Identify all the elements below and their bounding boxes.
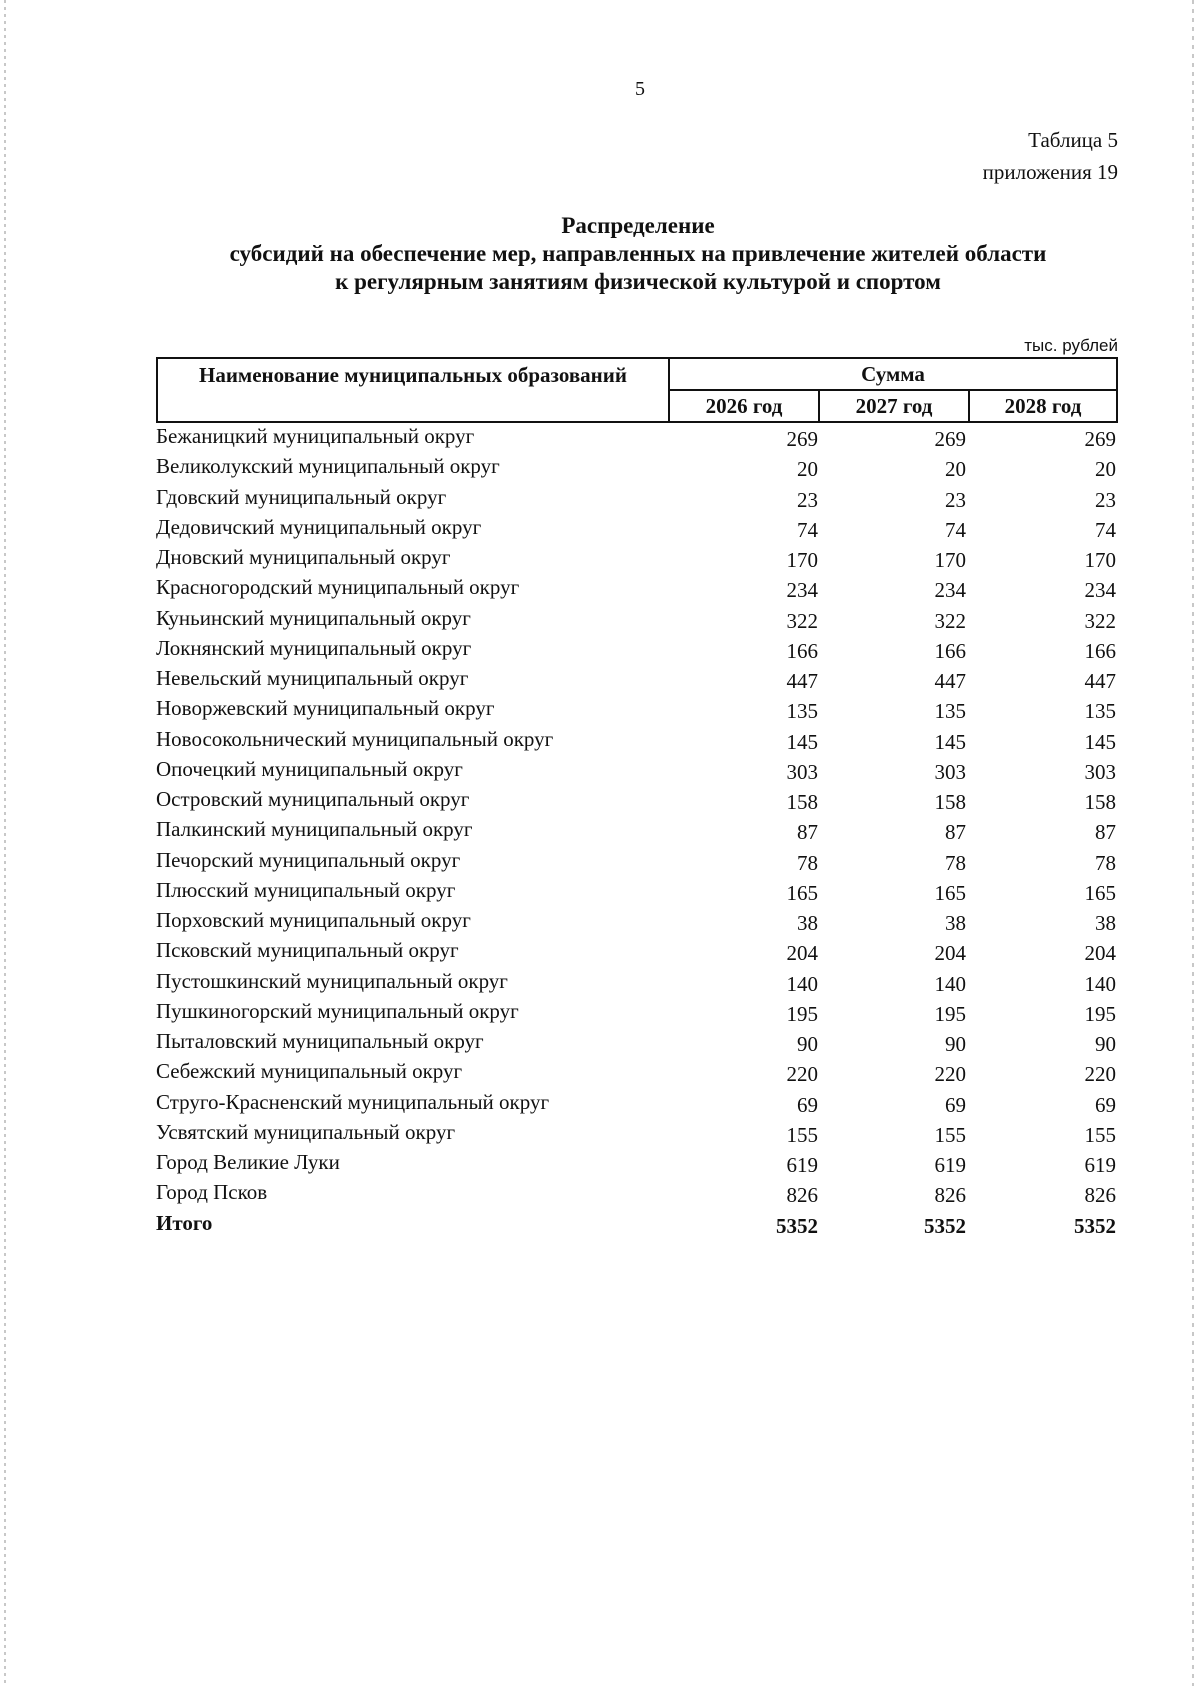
table-row (156, 1087, 1116, 1117)
total-row (156, 1208, 1116, 1238)
value-2028: 195 (1084, 1001, 1116, 1026)
table-row (156, 724, 1116, 754)
value-2028: 322 (1084, 608, 1116, 633)
value-2028: 38 (1095, 911, 1116, 935)
municipality-name: Себежский муниципальный округ (156, 1059, 463, 1084)
value-2026: 158 (786, 790, 818, 814)
value-2027: 20 (945, 457, 966, 482)
municipality-name: Локнянский муниципальный округ (156, 635, 472, 660)
value-2027: 303 (934, 759, 966, 784)
municipality-name: Струго-Красненский муниципальный округ (156, 1089, 550, 1114)
municipality-name: Красногородский муниципальный округ (156, 575, 520, 600)
value-2027: 23 (945, 487, 966, 512)
value-2028: 447 (1084, 669, 1116, 693)
municipality-name: Куньинский муниципальный округ (156, 605, 471, 630)
value-2026: 322 (786, 608, 818, 633)
municipality-name: Усвятский муниципальный округ (156, 1119, 456, 1144)
table-row (156, 421, 1116, 451)
municipality-name: Пушкиногорский муниципальный округ (156, 998, 519, 1023)
municipality-name: Гдовский муниципальный округ (156, 484, 447, 509)
value-2028: 155 (1084, 1122, 1116, 1147)
value-2026: 220 (786, 1062, 818, 1087)
value-2026: 155 (786, 1122, 818, 1147)
table-row (156, 663, 1116, 693)
total-2028: 5352 (1074, 1213, 1116, 1238)
table-reference-line-1: Таблица 5 (1028, 128, 1118, 152)
value-2028: 69 (1095, 1092, 1116, 1117)
value-2027: 135 (934, 699, 966, 724)
value-2026: 204 (786, 941, 818, 966)
value-2026: 165 (786, 880, 818, 905)
value-2027: 69 (945, 1092, 966, 1117)
municipality-name: Псковский муниципальный округ (156, 938, 459, 963)
value-2028: 135 (1084, 699, 1116, 724)
municipality-name: Палкинский муниципальный округ (156, 817, 473, 842)
municipality-name: Город Псков (156, 1180, 268, 1205)
table-reference (983, 124, 1118, 188)
table-row (156, 693, 1116, 723)
value-2028: 74 (1095, 517, 1116, 542)
value-2026: 135 (786, 699, 818, 724)
value-2027: 158 (934, 790, 966, 814)
value-2027: 90 (945, 1032, 966, 1056)
value-2027: 447 (934, 669, 966, 693)
municipality-name: Пустошкинский муниципальный округ (156, 968, 508, 993)
value-2027: 140 (934, 971, 966, 996)
value-2026: 303 (786, 759, 818, 784)
unit-note: тыс. рублей (1024, 336, 1118, 355)
value-2027: 220 (934, 1062, 966, 1087)
municipality-name: Плюсский муниципальный округ (156, 877, 456, 902)
value-2028: 23 (1095, 487, 1116, 512)
title-line-2: субсидий на обеспечение мер, направленных на привлечение жителей области (229, 241, 1047, 266)
table-row (156, 875, 1116, 905)
municipality-name: Новоржевский муниципальный округ (156, 696, 495, 721)
value-2028: 303 (1084, 759, 1116, 784)
table-row (156, 754, 1116, 784)
header-year-2027: 2027 год (819, 390, 969, 422)
municipality-name: Бежаницкий муниципальный округ (156, 424, 475, 448)
value-2027: 170 (934, 548, 966, 572)
table-row (156, 451, 1116, 481)
value-2027: 166 (934, 638, 966, 663)
value-2028: 234 (1084, 578, 1116, 603)
value-2027: 155 (934, 1122, 966, 1147)
value-2027: 74 (945, 517, 966, 542)
table-reference-line-2: приложения 19 (982, 160, 1118, 184)
table-row (156, 1026, 1116, 1056)
total-2026: 5352 (776, 1213, 818, 1238)
value-2026: 69 (797, 1092, 818, 1117)
table-row (156, 1117, 1116, 1147)
value-2027: 826 (934, 1183, 966, 1208)
value-2026: 87 (797, 820, 818, 845)
value-2028: 204 (1084, 941, 1116, 966)
municipality-name: Город Великие Луки (156, 1150, 340, 1174)
value-2026: 447 (786, 669, 818, 693)
table-header (156, 357, 1118, 423)
value-2026: 269 (786, 427, 818, 451)
page-number: 5 (635, 78, 645, 100)
document-title (0, 212, 1200, 296)
value-2027: 195 (934, 1001, 966, 1026)
table-row (156, 1147, 1116, 1177)
value-2026: 78 (797, 850, 818, 875)
table-row (156, 935, 1116, 965)
title-line-1: Распределение (561, 213, 715, 238)
municipality-name: Великолукский муниципальный округ (156, 454, 500, 479)
value-2028: 166 (1084, 638, 1116, 663)
value-2028: 619 (1084, 1153, 1116, 1177)
value-2026: 23 (797, 487, 818, 512)
title-line-3: к регулярным занятиям физической культурой и спортом (335, 269, 941, 294)
value-2028: 145 (1084, 729, 1116, 754)
table-row (156, 542, 1116, 572)
value-2026: 140 (786, 971, 818, 996)
table-row (156, 633, 1116, 663)
municipality-name: Порховский муниципальный округ (156, 908, 471, 932)
municipality-name: Дновский муниципальный округ (156, 545, 451, 569)
value-2027: 38 (945, 911, 966, 935)
value-2026: 234 (786, 578, 818, 603)
table-row (156, 905, 1116, 935)
value-2028: 158 (1084, 790, 1116, 814)
table-row (156, 784, 1116, 814)
value-2027: 78 (945, 850, 966, 875)
header-sum-column: Сумма (669, 358, 1117, 390)
value-2028: 78 (1095, 850, 1116, 875)
table-row (156, 482, 1116, 512)
value-2028: 165 (1084, 880, 1116, 905)
municipality-name: Печорский муниципальный округ (156, 847, 461, 872)
value-2028: 826 (1084, 1183, 1116, 1208)
table-body (156, 421, 1116, 1238)
value-2028: 87 (1095, 820, 1116, 845)
value-2026: 145 (786, 729, 818, 754)
value-2027: 619 (934, 1153, 966, 1177)
municipality-name: Опочецкий муниципальный округ (156, 756, 463, 781)
value-2027: 204 (934, 941, 966, 966)
value-2027: 269 (934, 427, 966, 451)
header-year-2028: 2028 год (969, 390, 1117, 422)
municipality-name: Невельский муниципальный округ (156, 666, 469, 690)
municipality-name: Пыталовский муниципальный округ (156, 1029, 484, 1053)
header-year-2026: 2026 год (669, 390, 819, 422)
value-2026: 166 (786, 638, 818, 663)
value-2027: 165 (934, 880, 966, 905)
table-row (156, 1177, 1116, 1207)
table-row (156, 996, 1116, 1026)
value-2027: 145 (934, 729, 966, 754)
total-2027: 5352 (924, 1213, 966, 1238)
value-2027: 87 (945, 820, 966, 845)
value-2028: 140 (1084, 971, 1116, 996)
table-row (156, 814, 1116, 844)
value-2028: 170 (1084, 548, 1116, 572)
value-2028: 220 (1084, 1062, 1116, 1087)
table-row (156, 572, 1116, 602)
value-2027: 322 (934, 608, 966, 633)
value-2026: 619 (786, 1153, 818, 1177)
table-row (156, 512, 1116, 542)
value-2028: 90 (1095, 1032, 1116, 1056)
value-2028: 20 (1095, 457, 1116, 482)
header-name-column: Наименование муниципальных образований (157, 358, 669, 422)
table-row (156, 845, 1116, 875)
value-2026: 20 (797, 457, 818, 482)
total-label: Итого (156, 1210, 213, 1235)
value-2027: 234 (934, 578, 966, 603)
municipality-name: Новосокольнический муниципальный округ (156, 726, 554, 751)
value-2026: 170 (786, 548, 818, 572)
value-2026: 38 (797, 911, 818, 935)
table-row (156, 966, 1116, 996)
municipality-name: Дедовичский муниципальный округ (156, 514, 482, 539)
municipality-name: Островский муниципальный округ (156, 787, 470, 811)
value-2026: 90 (797, 1032, 818, 1056)
value-2028: 269 (1084, 427, 1116, 451)
table-row (156, 1056, 1116, 1086)
value-2026: 74 (797, 517, 818, 542)
value-2026: 826 (786, 1183, 818, 1208)
table-row (156, 603, 1116, 633)
value-2026: 195 (786, 1001, 818, 1026)
